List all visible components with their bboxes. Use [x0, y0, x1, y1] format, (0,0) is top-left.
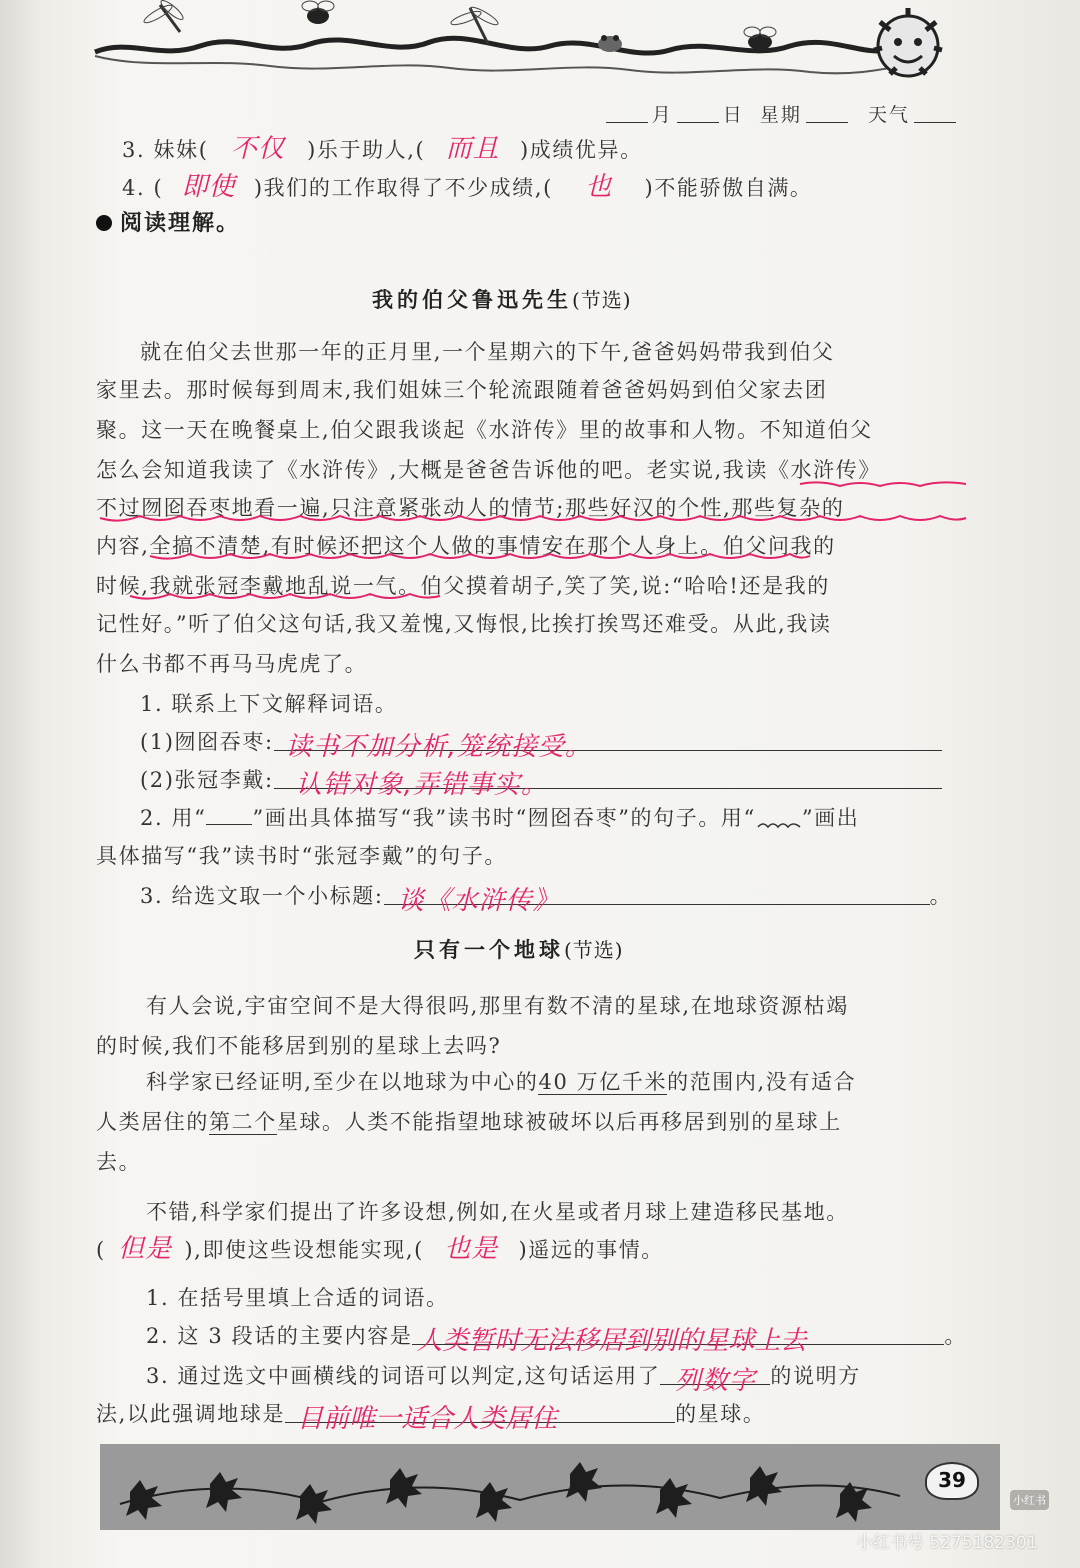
- article2-line: 去。: [96, 1150, 142, 1174]
- article2-line: [96, 1106, 842, 1136]
- text: ),即使这些设想能实现,(: [184, 1238, 424, 1262]
- question-label: 3. 给选文取一个小标题:: [140, 884, 384, 908]
- article2-line: 不错,科学家们提出了许多设想,例如,在火星或者月球上建造移民基地。: [146, 1200, 849, 1224]
- text: ”画出具体描写“我”读书时“囫囵吞枣”的句子。用“: [252, 806, 756, 830]
- text: )遥远的事情。: [518, 1238, 664, 1262]
- text: 的星球。: [675, 1402, 766, 1426]
- article1-line: 就在伯父去世那一年的正月里,一个星期六的下午,爸爸妈妈带我到伯父: [140, 340, 835, 364]
- underlined-term: 40 万亿千米: [538, 1070, 668, 1094]
- article1-line: 记性好。”听了伯父这句话,我又羞愧,又悔恨,比挨打挨骂还难受。从此,我读: [96, 612, 832, 636]
- exercise-line-3: [122, 128, 643, 165]
- article1-line: 时候,我就张冠李戴地乱说一气。伯父摸着胡子,笑了笑,说:“哈哈!还是我的: [96, 574, 830, 598]
- text: )乐于助人,(: [307, 138, 426, 162]
- article1-line: 聚。这一天在晚餐桌上,伯父跟我谈起《水浒传》里的故事和人物。不知道伯父: [96, 418, 873, 442]
- reading-section-heading: [96, 206, 240, 237]
- date-week-label: 星期: [759, 104, 802, 126]
- answer-line: [274, 764, 942, 800]
- wavy-line-symbol: [756, 812, 802, 828]
- handwritten-answer: 读书不加分析,笼统接受。: [285, 732, 592, 762]
- article2-question-3-line1: [146, 1360, 861, 1396]
- text: 人类居住的: [96, 1110, 209, 1134]
- frog-icon: [598, 35, 622, 52]
- handwritten-answer: 但是: [118, 1234, 173, 1264]
- bee-icon: [744, 27, 776, 50]
- text: 。: [929, 884, 953, 908]
- article1-question-1: 1. 联系上下文解释词语。: [140, 692, 398, 716]
- answer-line: [660, 1360, 770, 1396]
- article2-line: [96, 1228, 664, 1265]
- text: 星球。人类不能指望地球被破坏以后再移居到别的星球上: [276, 1110, 842, 1134]
- article2-question-3-line2: [96, 1398, 766, 1434]
- answer-line: [285, 1398, 675, 1434]
- handwritten-answer: 谈《水浒传》: [397, 886, 560, 916]
- sun-face-icon: [874, 8, 942, 76]
- footer-leaf-decoration: [100, 1444, 1000, 1530]
- text: 2. 用“: [140, 806, 207, 830]
- article2-title-note: (节选): [564, 938, 624, 962]
- text: 4. (: [122, 176, 164, 200]
- text: ”画出: [801, 806, 860, 830]
- text: )成绩优异。: [519, 138, 643, 162]
- answer-line: [274, 726, 942, 762]
- question-label: 2. 这 3 段话的主要内容是: [146, 1324, 413, 1348]
- header-decoration: [90, 0, 990, 100]
- date-line: [602, 100, 960, 127]
- watermark-text: 小红书号 5275182301: [856, 1533, 1038, 1553]
- text: )我们的工作取得了不少成绩,(: [253, 176, 553, 200]
- article2-question-1: 1. 在括号里填上合适的词语。: [146, 1286, 449, 1310]
- handwritten-answer: 不仅: [230, 134, 285, 164]
- dragonfly-icon: [142, 0, 185, 32]
- handwritten-answer: 人类暂时无法移居到别的星球上去: [416, 1326, 807, 1356]
- article1-question-1b: [140, 764, 942, 800]
- handwritten-answer: 目前唯一适合人类居住: [297, 1404, 558, 1434]
- article1-line: 怎么会知道我读了《水浒传》,大概是爸爸告诉他的吧。老实说,我读《水浒传》: [96, 458, 881, 482]
- text: 的说明方: [770, 1364, 861, 1388]
- bee-icon: [302, 1, 334, 24]
- article2-line: 有人会说,宇宙空间不是大得很吗,那里有数不清的星球,在地球资源枯竭: [146, 994, 849, 1018]
- article1-line: 家里去。那时候每到周末,我们姐妹三个轮流跟随着爸爸妈妈到伯父家去团: [96, 378, 828, 402]
- date-month-label: 月: [651, 104, 673, 126]
- article2-title-text: 只有一个地球: [414, 937, 564, 962]
- handwritten-answer: 也: [585, 172, 613, 202]
- article2-question-2: [146, 1320, 968, 1356]
- text: 3. 通过选文中画横线的词语可以判定,这句话运用了: [146, 1364, 661, 1388]
- handwritten-answer: 认错对象,弄错事实。: [295, 770, 548, 800]
- question-label: (1)囫囵吞枣:: [140, 730, 274, 754]
- handwritten-answer: 即使: [181, 172, 236, 202]
- article2-line: [146, 1066, 856, 1096]
- article1-question-3: [140, 880, 953, 916]
- article1-question-2-line1: [140, 802, 859, 832]
- straight-line-symbol: [206, 808, 252, 825]
- bullet-icon: [96, 215, 112, 231]
- article1-line: 不过囫囵吞枣地看一遍,只注意紧张动人的情节;那些好汉的个性,那些复杂的: [96, 496, 845, 520]
- handwritten-answer: 列数字: [674, 1366, 756, 1396]
- section-title-text: 阅读理解。: [120, 210, 241, 236]
- text: 的范围内,没有适合: [667, 1070, 857, 1094]
- article1-question-2-line2: 具体描写“我”读书时“张冠李戴”的句子。: [96, 844, 507, 868]
- date-weather-label: 天气: [867, 104, 910, 126]
- article1-title-note: (节选): [572, 288, 632, 312]
- exercise-line-4: [122, 166, 813, 203]
- text: (: [96, 1238, 106, 1262]
- article1-line: 内容,全搞不清楚,有时候还把这个人做的事情安在那个人身上。伯父问我的: [96, 534, 836, 558]
- text: 。: [944, 1324, 968, 1348]
- text: 科学家已经证明,至少在以地球为中心的: [146, 1070, 539, 1094]
- page-number: 39: [925, 1462, 979, 1500]
- date-day-label: 日: [722, 104, 744, 126]
- handwritten-answer: 也是: [444, 1234, 499, 1264]
- text: 3. 妹妹(: [122, 138, 209, 162]
- underlined-term: 第二个: [209, 1110, 277, 1134]
- question-label: (2)张冠李戴:: [140, 768, 274, 792]
- article1-line: 什么书都不再马马虎虎了。: [96, 652, 368, 676]
- watermark-logo: 小红书: [1010, 1490, 1049, 1510]
- answer-line: [384, 880, 930, 916]
- handwritten-answer: 而且: [445, 134, 500, 164]
- article1-title: [372, 284, 632, 314]
- text: )不能骄傲自满。: [644, 176, 813, 200]
- text: 法,以此强调地球是: [96, 1402, 286, 1426]
- article1-title-text: 我的伯父鲁迅先生: [372, 287, 572, 312]
- article1-question-1a: [140, 726, 942, 762]
- article2-title: [414, 934, 624, 964]
- answer-line: [412, 1320, 944, 1356]
- article2-line: 的时候,我们不能移居到别的星球上去吗?: [96, 1034, 502, 1058]
